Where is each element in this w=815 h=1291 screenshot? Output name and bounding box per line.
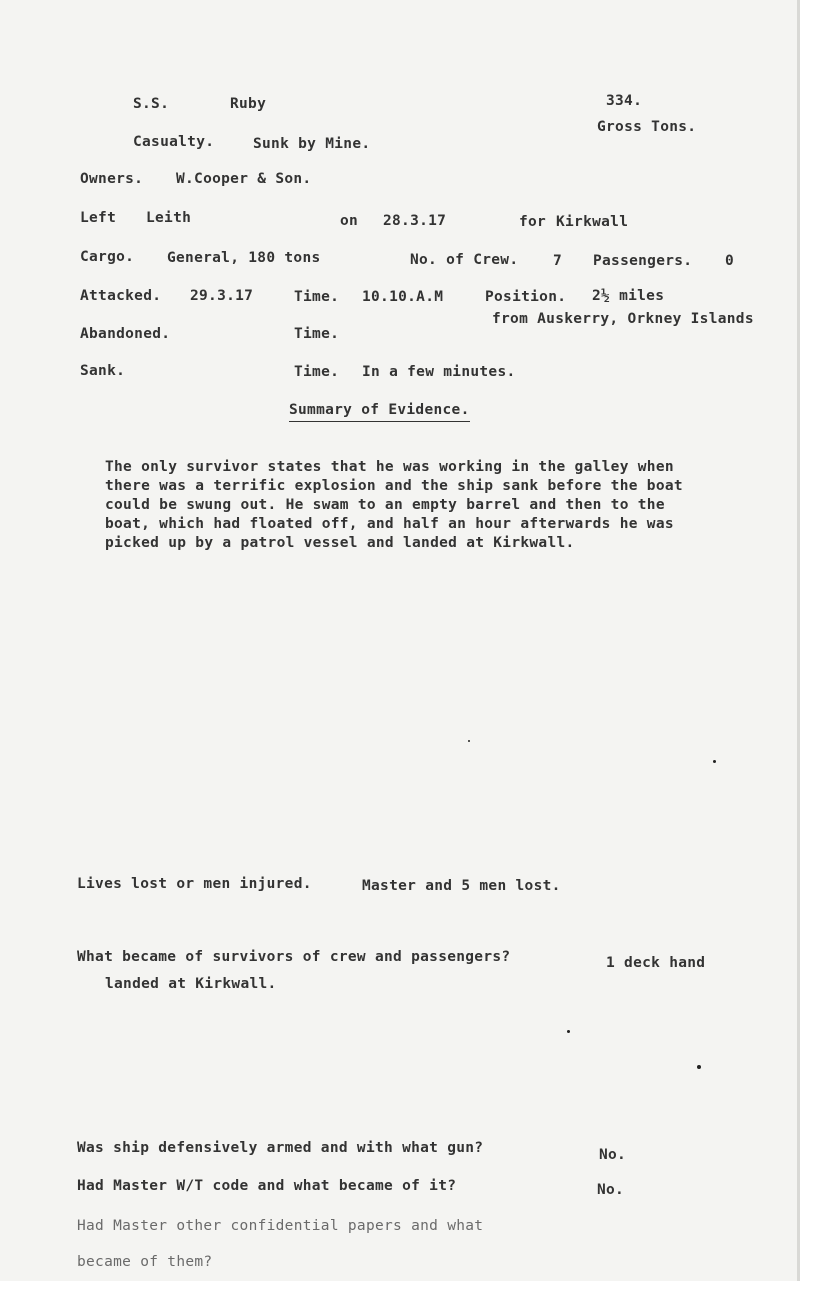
scan-speck: [468, 740, 470, 742]
confidential-question: Had Master other confidential papers and what: [77, 1218, 484, 1234]
attacked-time-label: Time.: [294, 289, 340, 305]
for-label: for: [519, 214, 547, 230]
survivors-answer: 1 deck hand: [606, 955, 706, 971]
armed-answer: No.: [599, 1147, 627, 1163]
ss-label: S.S.: [133, 96, 170, 112]
survivors-answer-continued: landed at Kirkwall.: [105, 976, 277, 992]
position-label: Position.: [485, 289, 567, 305]
scan-speck: [567, 1030, 570, 1033]
scan-speck: [697, 1065, 701, 1069]
survivors-question: What became of survivors of crew and passengers?: [77, 949, 511, 965]
summary-line: picked up by a patrol vessel and landed at Kirkwall.: [105, 535, 575, 551]
sank-label: Sank.: [80, 363, 126, 379]
owners-value: W.Cooper & Son.: [176, 171, 312, 187]
lives-lost-answer: Master and 5 men lost.: [362, 878, 561, 894]
gross-tons-label: Gross Tons.: [597, 119, 697, 135]
wt-code-answer: No.: [597, 1182, 625, 1198]
summary-line: boat, which had floated off, and half an hour afterwards he was: [105, 516, 674, 532]
crew-value: 7: [553, 253, 563, 269]
summary-line: could be swung out. He swam to an empty barrel and then to the: [105, 497, 665, 513]
wt-code-question: Had Master W/T code and what became of it?: [77, 1178, 457, 1194]
armed-question: Was ship defensively armed and with what gun?: [77, 1140, 484, 1156]
summary-line: The only survivor states that he was working in the galley when: [105, 459, 674, 475]
lives-lost-question: Lives lost or men injured.: [77, 876, 312, 892]
casualty-label: Casualty.: [133, 134, 215, 150]
crew-label: No. of Crew.: [410, 252, 519, 268]
sank-time-value: In a few minutes.: [362, 364, 516, 380]
summary-line: there was a terrific explosion and the ship sank before the boat: [105, 478, 683, 494]
attacked-time-value: 10.10.A.M: [362, 289, 444, 305]
reference-number: 334.: [606, 93, 643, 109]
position-value: 2½ miles: [592, 288, 665, 304]
passengers-value: 0: [725, 253, 735, 269]
cargo-label: Cargo.: [80, 249, 135, 265]
casualty-value: Sunk by Mine.: [253, 136, 371, 152]
owners-label: Owners.: [80, 171, 144, 187]
on-label: on: [340, 213, 359, 229]
passengers-label: Passengers.: [593, 253, 693, 269]
summary-heading: Summary of Evidence.: [289, 401, 470, 422]
attacked-label: Attacked.: [80, 288, 162, 304]
destination: Kirkwall: [556, 214, 629, 230]
sank-time-label: Time.: [294, 364, 340, 380]
summary-paragraph: [105, 458, 795, 553]
attacked-date: 29.3.17: [190, 288, 254, 304]
departure-date: 28.3.17: [383, 213, 447, 229]
ship-name: Ruby: [230, 96, 267, 112]
scan-speck: [713, 760, 716, 763]
abandoned-time-label: Time.: [294, 326, 340, 342]
position-location: from Auskerry, Orkney Islands: [492, 311, 754, 327]
abandoned-label: Abandoned.: [80, 326, 171, 342]
left-value: Leith: [146, 210, 192, 226]
left-label: Left: [80, 210, 117, 226]
confidential-question-continued: became of them?: [77, 1254, 213, 1270]
cargo-value: General, 180 tons: [167, 250, 321, 266]
